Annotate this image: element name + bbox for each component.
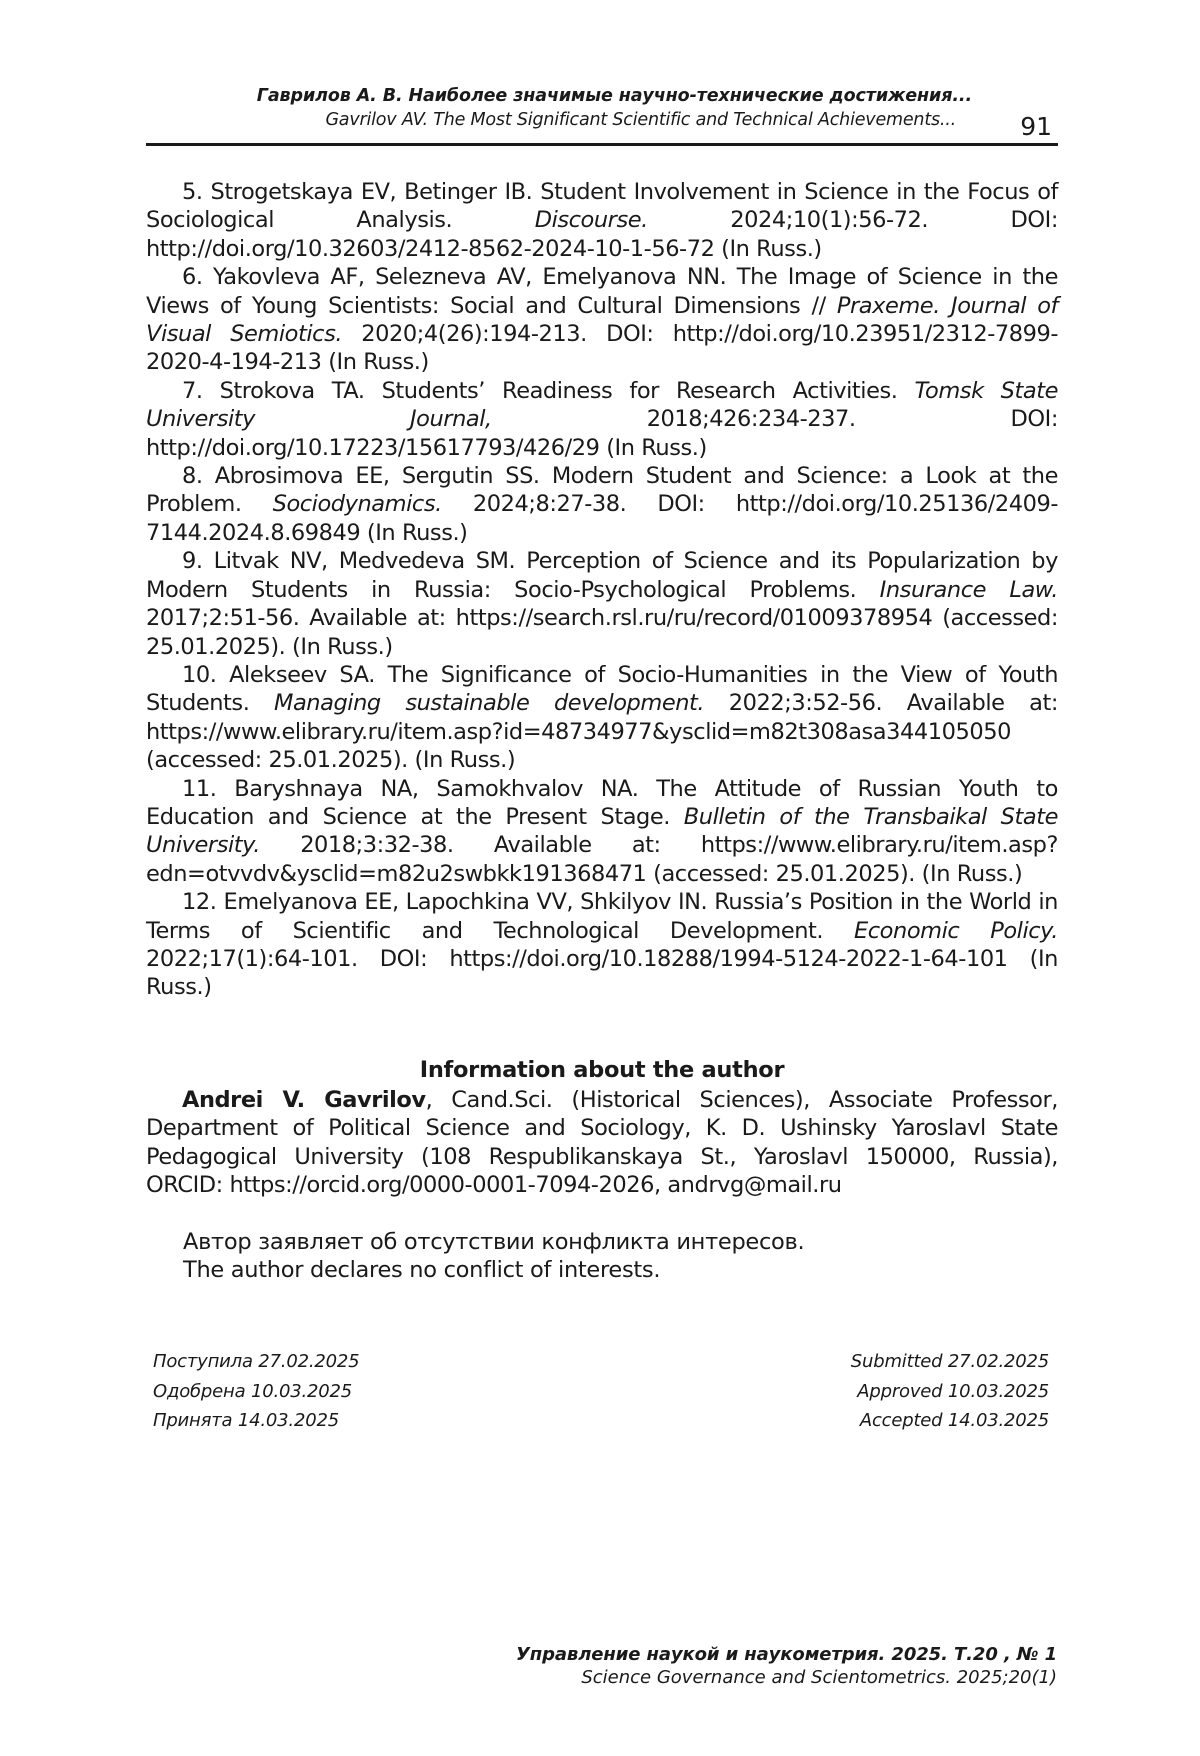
author-info xyxy=(146,1086,1058,1200)
reference-item: 12. Emelyanova EE, Lapochkina VV, Shkilyov IN. Russia’s Position in the World in Terms of Scientific and Technological Development. Economic Policy. 2022;17(1):64-101. DOI: https://doi.org/10.18288/1994-5124-2022-1-64-101 (In Russ.) xyxy=(146,888,1058,1002)
footer-journal-en: Science Governance and Scientometrics. 2025;20(1) xyxy=(516,1667,1057,1688)
header-rule xyxy=(146,143,1058,146)
reference-item: 5. Strogetskaya EV, Betinger IB. Student Involvement in Science in the Focus of Sociological Analysis. Discourse. 2024;10(1):56-72. DOI: http://doi.org/10.32603/2412-8562-2024-10-1-56-72 (In Russ.) xyxy=(146,178,1058,263)
reference-item: 6. Yakovleva AF, Selezneva AV, Emelyanova NN. The Image of Science in the Views of Young Scientists: Social and Cultural Dimensions // Praxeme. Journal of Visual Semiotics. 2020;4(26):194-213. DOI: http://doi.org/10.23951/2312-7899-2020-4-194-213 (In Russ.) xyxy=(146,263,1058,377)
footer-journal-ru: Управление наукой и наукометрия. 2025. Т.20 , № 1 xyxy=(516,1644,1057,1665)
reference-journal: Discourse. xyxy=(535,207,648,233)
reference-journal: Tomsk State University Journal, xyxy=(146,378,1058,432)
date-accepted-en: Accepted 14.03.2025 xyxy=(851,1406,1049,1436)
conflict-declaration xyxy=(183,1228,804,1285)
header-title-en: Gavrilov AV. The Most Significant Scientific and Technical Achievements... xyxy=(146,110,1058,130)
reference-item: 9. Litvak NV, Medvedeva SM. Perception of Science and its Popularization by Modern Students in Russia: Socio-Psychological Problems. Insurance Law. 2017;2:51-56. Available at: https://search.rsl.ru/ru/record/01009378954 (accessed: 25.01.2025). (In Russ.) xyxy=(146,547,1058,661)
date-accepted-ru: Принята 14.03.2025 xyxy=(153,1406,359,1436)
date-approved-ru: Одобрена 10.03.2025 xyxy=(153,1377,359,1407)
reference-journal: Bulletin of the Transbaikal State University. xyxy=(146,804,1058,858)
reference-journal: Managing sustainable development. xyxy=(274,690,704,716)
running-header xyxy=(146,86,1058,130)
reference-item: 10. Alekseev SA. The Significance of Socio-Humanities in the View of Youth Students. Managing sustainable development. 2022;3:52-56. Available at: https://www.elibrary.ru/item.asp?id=48734977&ysclid=m82t308asa344105050 (accessed: 25.01.2025). (In Russ.) xyxy=(146,661,1058,775)
running-footer xyxy=(516,1644,1057,1688)
author-details: , Cand.Sci. (Historical Sciences), Associate Professor, Department of Political Science and Sociology, K. D. Ushinsky Yaroslavl State Pedagogical University (108 Respublikanskaya St., Yaroslavl 150000, Russia), ORCID: https://orcid.org/0000-0001-7094-2026, andrvg@mail.ru xyxy=(146,1087,1058,1198)
reference-journal: Insurance Law. xyxy=(880,577,1058,603)
reference-journal: Economic Policy. xyxy=(854,918,1058,944)
date-submitted-en: Submitted 27.02.2025 xyxy=(851,1347,1049,1377)
reference-item: 7. Strokova TA. Students’ Readiness for Research Activities. Tomsk State University Journal, 2018;426:234-237. DOI: http://doi.org/10.17223/15617793/426/29 (In Russ.) xyxy=(146,377,1058,462)
page-number: 91 xyxy=(1020,112,1052,141)
header-title-ru: Гаврилов А. В. Наиболее значимые научно-технические достижения... xyxy=(146,86,1058,106)
reference-item: 11. Baryshnaya NA, Samokhvalov NA. The Attitude of Russian Youth to Education and Science at the Present Stage. Bulletin of the Transbaikal State University. 2018;3:32-38. Available at: https://www.elibrary.ru/item.asp?edn=otvvdv&ysclid=m82u2swbkk191368471 (accessed: 25.01.2025). (In Russ.) xyxy=(146,775,1058,889)
author-name: Andrei V. Gavrilov xyxy=(182,1087,426,1113)
reference-journal: Sociodynamics. xyxy=(273,491,442,517)
dates-en xyxy=(851,1347,1049,1436)
reference-journal: Praxeme. Journal of Visual Semiotics. xyxy=(146,293,1058,347)
dates-ru xyxy=(153,1347,359,1436)
declaration-ru: Автор заявляет об отсутствии конфликта интересов. xyxy=(183,1228,804,1256)
date-submitted-ru: Поступила 27.02.2025 xyxy=(153,1347,359,1377)
reference-item: 8. Abrosimova EE, Sergutin SS. Modern Student and Science: a Look at the Problem. Sociodynamics. 2024;8:27-38. DOI: http://doi.org/10.25136/2409-7144.2024.8.69849 (In Russ.) xyxy=(146,462,1058,547)
reference-list xyxy=(146,178,1058,1002)
author-info-heading: Information about the author xyxy=(146,1057,1058,1083)
declaration-en: The author declares no conflict of interests. xyxy=(183,1256,804,1284)
date-approved-en: Approved 10.03.2025 xyxy=(851,1377,1049,1407)
